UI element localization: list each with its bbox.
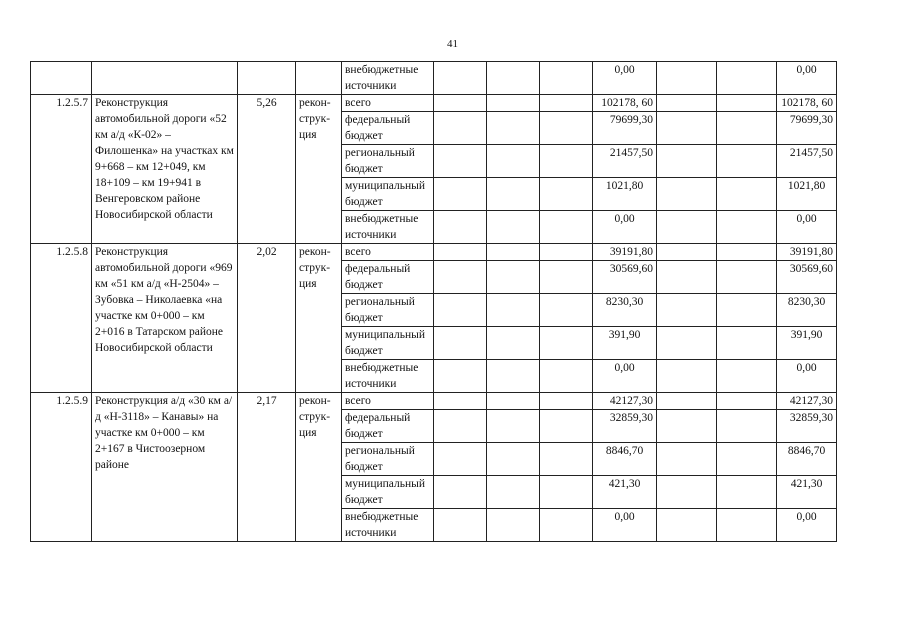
empty-cell: [657, 95, 717, 112]
project-length: 2,02: [238, 244, 296, 393]
empty-cell: [434, 393, 487, 410]
amount-cell: 0,00: [593, 62, 657, 95]
total-cell: 1021,80: [777, 178, 837, 211]
project-name: Реконструкция а/д «30 км а/д «Н-3118» – Канавы» на участке км 0+000 – км 2+167 в Чистоозерном районе: [92, 393, 238, 542]
empty-cell: [717, 178, 777, 211]
empty-cell: [717, 62, 777, 95]
empty-cell: [487, 294, 540, 327]
empty-cell: [434, 443, 487, 476]
empty-cell: [717, 112, 777, 145]
empty-cell: [487, 327, 540, 360]
empty-cell: [487, 410, 540, 443]
total-cell: 32859,30: [777, 410, 837, 443]
project-code: 1.2.5.9: [31, 393, 92, 542]
funding-source-cell: муниципальный бюджет: [342, 178, 434, 211]
funding-source-cell: региональный бюджет: [342, 443, 434, 476]
empty-cell: [487, 476, 540, 509]
empty-cell: [434, 211, 487, 244]
empty-cell: [717, 410, 777, 443]
empty-cell: [540, 443, 593, 476]
total-cell: 102178, 60: [777, 95, 837, 112]
funding-source-cell: всего: [342, 393, 434, 410]
funding-source-cell: всего: [342, 244, 434, 261]
budget-table: [30, 61, 837, 542]
project-code: 1.2.5.7: [31, 95, 92, 244]
empty-cell: [717, 327, 777, 360]
empty-cell: [434, 62, 487, 95]
empty-cell: [434, 112, 487, 145]
empty-cell: [717, 393, 777, 410]
total-cell: 42127,30: [777, 393, 837, 410]
funding-source-cell: федеральный бюджет: [342, 112, 434, 145]
empty-cell: [717, 145, 777, 178]
total-cell: 0,00: [777, 360, 837, 393]
empty-cell: [487, 112, 540, 145]
amount-cell: 79699,30: [593, 112, 657, 145]
amount-cell: 32859,30: [593, 410, 657, 443]
empty-cell: [540, 62, 593, 95]
funding-source-cell: внебюджетные источники: [342, 509, 434, 542]
amount-cell: 102178, 60: [593, 95, 657, 112]
total-cell: 391,90: [777, 327, 837, 360]
empty-cell: [657, 294, 717, 327]
empty-cell: [434, 178, 487, 211]
empty-cell: [540, 211, 593, 244]
funding-source-cell: всего: [342, 95, 434, 112]
empty-cell: [717, 211, 777, 244]
project-name: Реконструкция автомобильной дороги «52 км а/д «К-02» – Филошенка» на участках км 9+668 – км 12+049, км 18+109 – км 19+941 в Венгеровском районе Новосибирской области: [92, 95, 238, 244]
empty-cell: [540, 145, 593, 178]
funding-source-cell: региональный бюджет: [342, 294, 434, 327]
funding-source-cell: федеральный бюджет: [342, 410, 434, 443]
total-cell: 79699,30: [777, 112, 837, 145]
empty-cell: [434, 360, 487, 393]
empty-cell: [92, 62, 238, 95]
table-row: [31, 95, 837, 112]
empty-cell: [717, 509, 777, 542]
table-row: [31, 393, 837, 410]
empty-cell: [540, 294, 593, 327]
amount-cell: 391,90: [593, 327, 657, 360]
total-cell: 21457,50: [777, 145, 837, 178]
empty-cell: [657, 360, 717, 393]
empty-cell: [434, 327, 487, 360]
empty-cell: [31, 62, 92, 95]
empty-cell: [657, 509, 717, 542]
empty-cell: [434, 294, 487, 327]
budget-table-body: [31, 62, 837, 542]
project-length: 5,26: [238, 95, 296, 244]
empty-cell: [657, 327, 717, 360]
total-cell: 30569,60: [777, 261, 837, 294]
total-cell: 8230,30: [777, 294, 837, 327]
amount-cell: 8846,70: [593, 443, 657, 476]
empty-cell: [540, 393, 593, 410]
empty-cell: [717, 244, 777, 261]
project-length: 2,17: [238, 393, 296, 542]
amount-cell: 1021,80: [593, 178, 657, 211]
empty-cell: [487, 62, 540, 95]
empty-cell: [487, 261, 540, 294]
empty-cell: [434, 476, 487, 509]
empty-cell: [657, 244, 717, 261]
empty-cell: [717, 443, 777, 476]
table-row: [31, 62, 837, 95]
empty-cell: [717, 261, 777, 294]
empty-cell: [487, 95, 540, 112]
empty-cell: [540, 509, 593, 542]
amount-cell: 30569,60: [593, 261, 657, 294]
empty-cell: [657, 112, 717, 145]
empty-cell: [540, 178, 593, 211]
empty-cell: [540, 95, 593, 112]
empty-cell: [487, 211, 540, 244]
empty-cell: [434, 145, 487, 178]
project-name: Реконструкция автомобильной дороги «969 км «51 км а/д «Н-2504» – Зубовка – Николаевка «на участке км 0+000 – км 2+016 в Татарском районе Новосибирской области: [92, 244, 238, 393]
funding-source-cell: внебюджетные источники: [342, 211, 434, 244]
empty-cell: [540, 244, 593, 261]
amount-cell: 39191,80: [593, 244, 657, 261]
empty-cell: [487, 360, 540, 393]
empty-cell: [487, 145, 540, 178]
empty-cell: [487, 443, 540, 476]
empty-cell: [657, 145, 717, 178]
amount-cell: 421,30: [593, 476, 657, 509]
work-type: рекон-струк-ция: [296, 95, 342, 244]
empty-cell: [657, 261, 717, 294]
total-cell: 8846,70: [777, 443, 837, 476]
empty-cell: [238, 62, 296, 95]
total-cell: 39191,80: [777, 244, 837, 261]
empty-cell: [657, 410, 717, 443]
empty-cell: [540, 476, 593, 509]
empty-cell: [717, 360, 777, 393]
empty-cell: [540, 261, 593, 294]
total-cell: 0,00: [777, 211, 837, 244]
empty-cell: [434, 244, 487, 261]
empty-cell: [434, 509, 487, 542]
amount-cell: 21457,50: [593, 145, 657, 178]
page-number: 41: [447, 38, 458, 50]
empty-cell: [657, 393, 717, 410]
empty-cell: [540, 112, 593, 145]
table-row: [31, 244, 837, 261]
empty-cell: [657, 476, 717, 509]
funding-source-cell: федеральный бюджет: [342, 261, 434, 294]
empty-cell: [540, 410, 593, 443]
amount-cell: 8230,30: [593, 294, 657, 327]
amount-cell: 0,00: [593, 211, 657, 244]
work-type: рекон-струк-ция: [296, 244, 342, 393]
funding-source-cell: внебюджетные источники: [342, 62, 434, 95]
empty-cell: [717, 294, 777, 327]
amount-cell: 0,00: [593, 509, 657, 542]
project-code: 1.2.5.8: [31, 244, 92, 393]
work-type: рекон-струк-ция: [296, 393, 342, 542]
empty-cell: [657, 443, 717, 476]
amount-cell: 0,00: [593, 360, 657, 393]
empty-cell: [296, 62, 342, 95]
empty-cell: [717, 476, 777, 509]
amount-cell: 42127,30: [593, 393, 657, 410]
funding-source-cell: муниципальный бюджет: [342, 327, 434, 360]
empty-cell: [487, 509, 540, 542]
total-cell: 421,30: [777, 476, 837, 509]
empty-cell: [540, 327, 593, 360]
empty-cell: [434, 410, 487, 443]
empty-cell: [434, 261, 487, 294]
empty-cell: [487, 393, 540, 410]
empty-cell: [487, 244, 540, 261]
funding-source-cell: внебюджетные источники: [342, 360, 434, 393]
empty-cell: [487, 178, 540, 211]
empty-cell: [434, 95, 487, 112]
total-cell: 0,00: [777, 509, 837, 542]
empty-cell: [717, 95, 777, 112]
total-cell: 0,00: [777, 62, 837, 95]
funding-source-cell: региональный бюджет: [342, 145, 434, 178]
empty-cell: [657, 62, 717, 95]
funding-source-cell: муниципальный бюджет: [342, 476, 434, 509]
empty-cell: [657, 178, 717, 211]
empty-cell: [540, 360, 593, 393]
empty-cell: [657, 211, 717, 244]
